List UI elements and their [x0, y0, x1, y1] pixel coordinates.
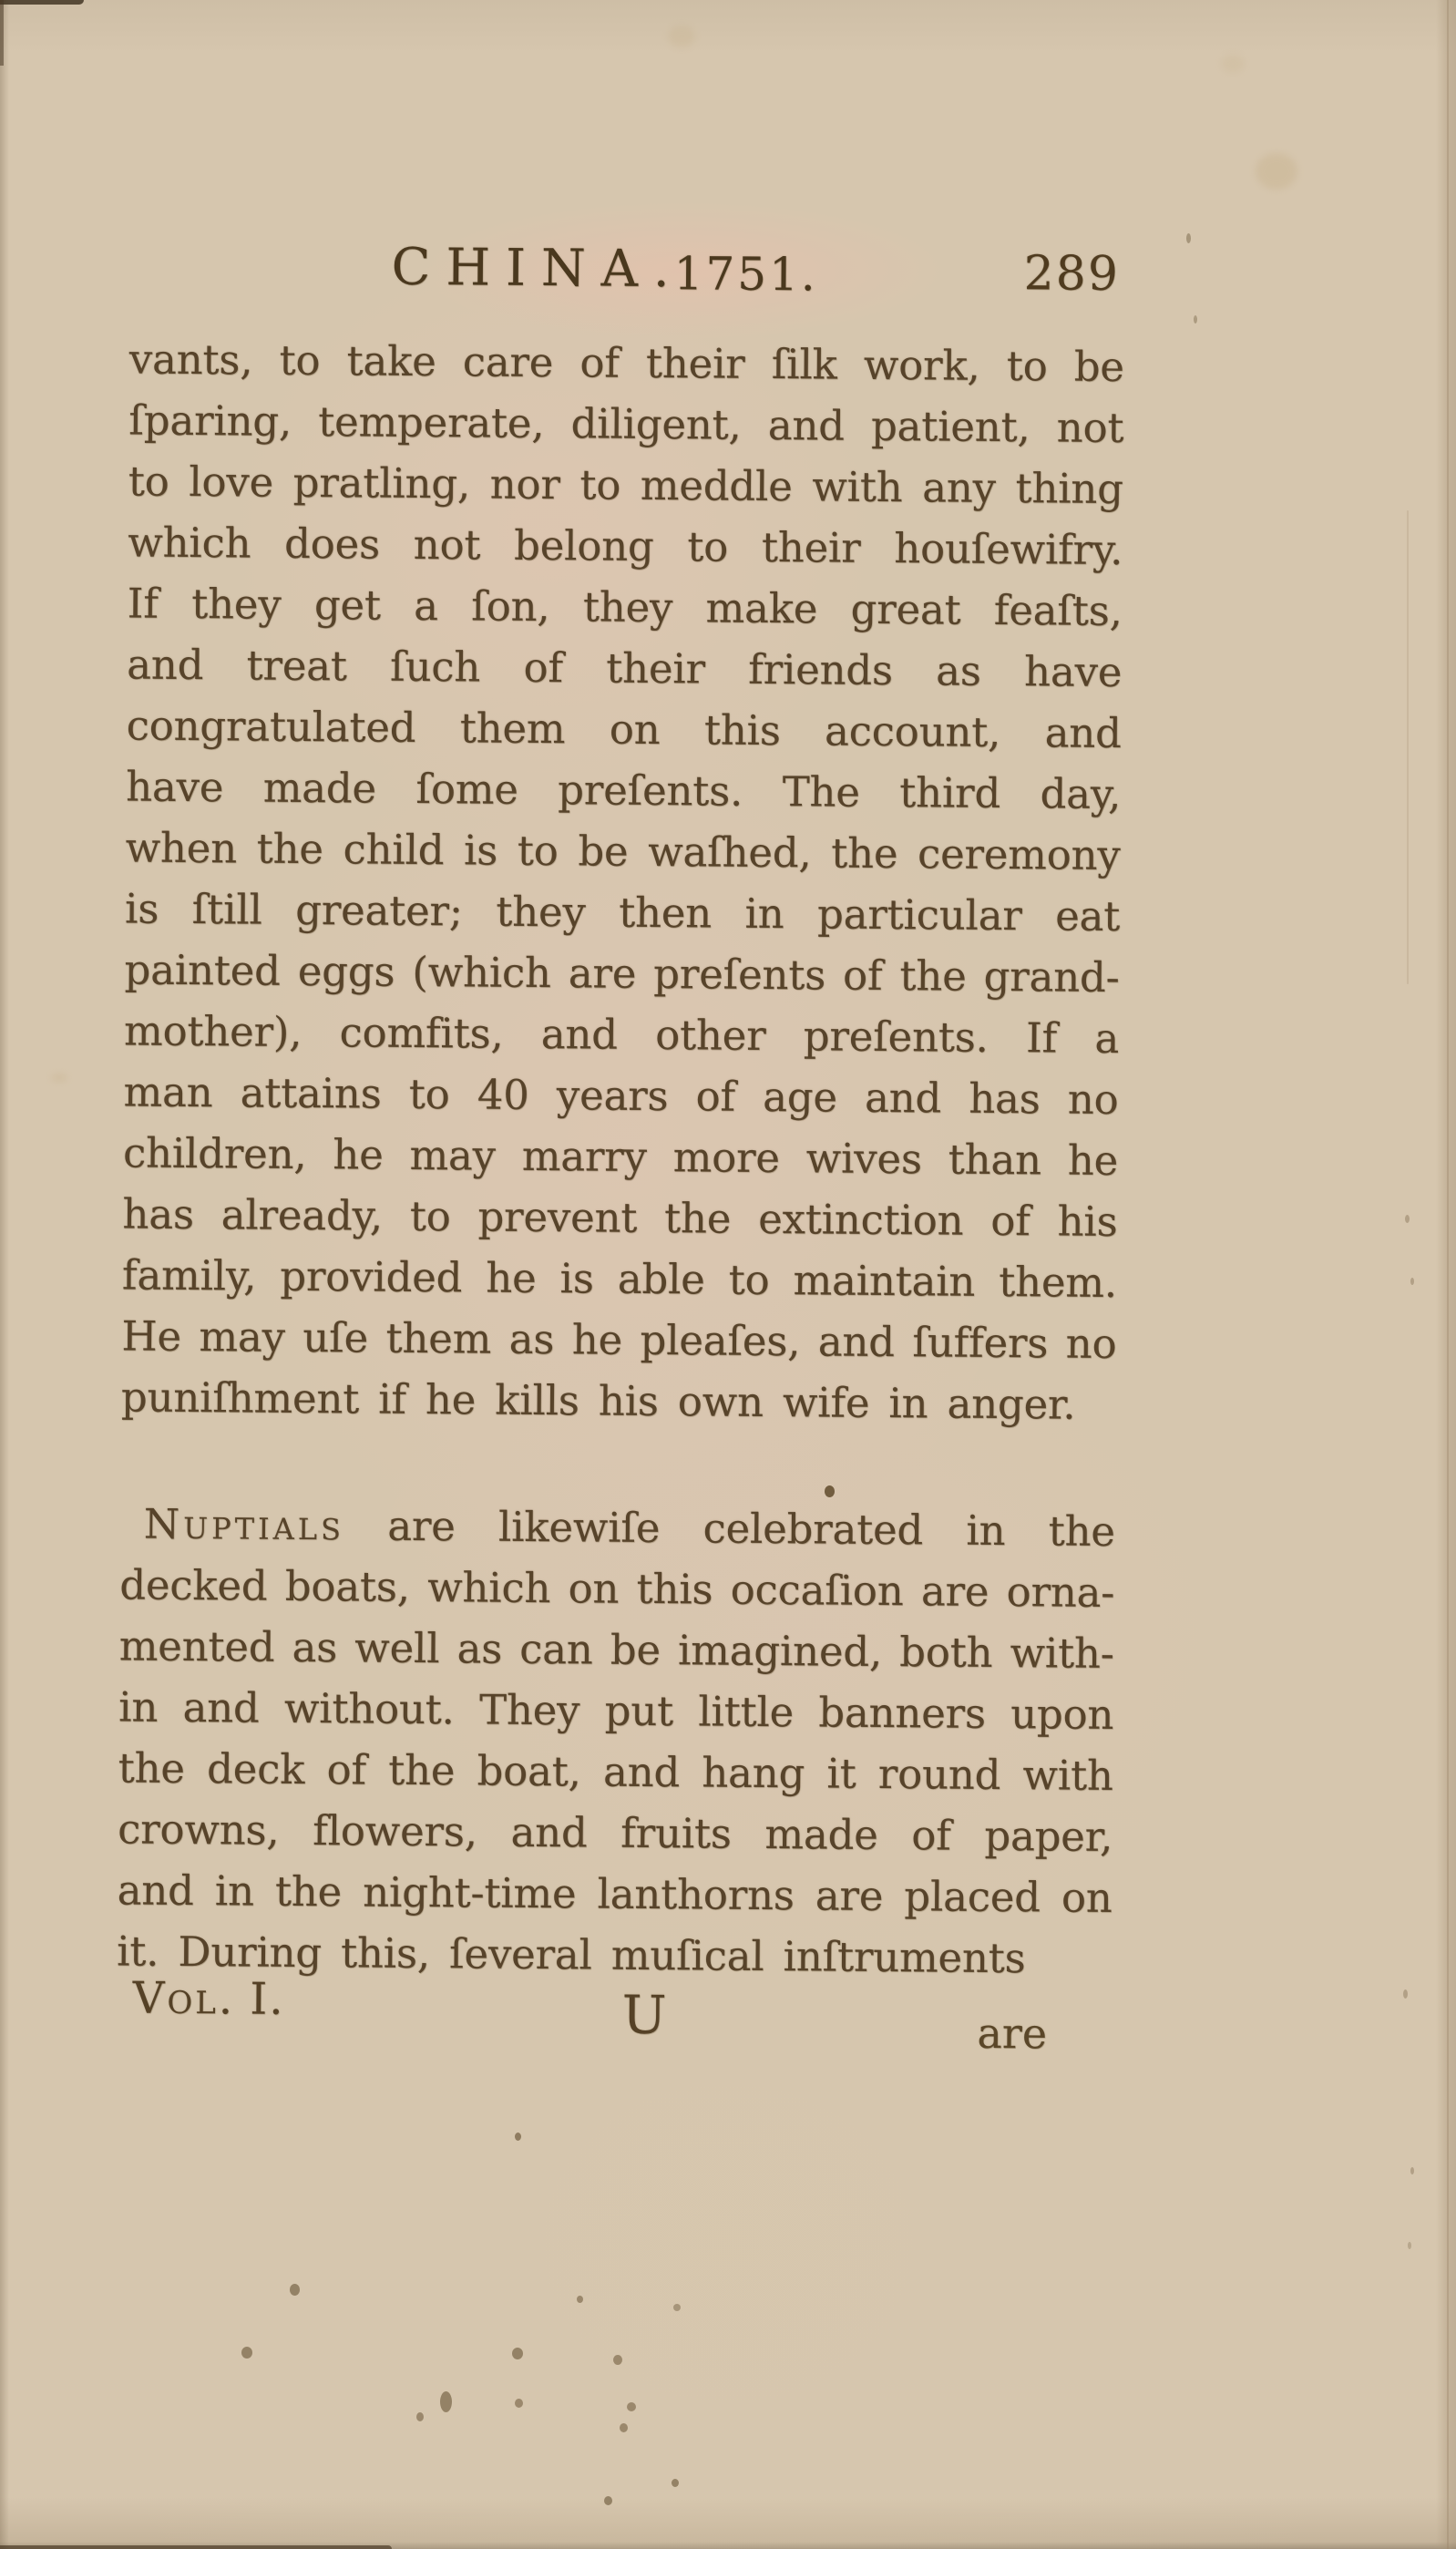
running-header-title: CHINA. [391, 237, 685, 300]
text-line: and treat ſuch of their friends as have [127, 640, 1123, 697]
volume-label: Vol. I. [132, 1972, 285, 2025]
ink-speck [673, 2304, 681, 2311]
ink-speck [577, 2296, 583, 2303]
ink-speck [672, 2479, 679, 2487]
text-line: mented as well as can be imagined, both with- [118, 1621, 1114, 1679]
text-line: ſparing, temperate, diligent, and patient, not [128, 396, 1124, 453]
text-line: vants, to take care of their ſilk work, to be [128, 334, 1125, 392]
text-line: in and without. They put little banners upon [118, 1682, 1114, 1740]
ink-speck [440, 2391, 452, 2412]
text-line: If they get a ſon, they make great feaſts, [127, 579, 1123, 636]
text-line: children, he may marry more wives than he [122, 1128, 1119, 1186]
text-line: painted eggs (which are preſents of the grand- [124, 945, 1120, 1002]
ink-speck [241, 2347, 252, 2359]
ink-speck [1194, 315, 1197, 324]
ink-speck [1410, 2167, 1414, 2174]
text-line: puniſhment if he kills his own wife in anger. [120, 1372, 1076, 1429]
running-header-year: 1751. [673, 247, 819, 302]
text-line: has already, to prevent the extinction of his [122, 1189, 1118, 1247]
text-line: and in the night-time lanthorns are placed on [117, 1865, 1113, 1923]
ink-speck [1408, 2242, 1411, 2249]
paper-stain [1256, 153, 1297, 190]
ink-speck [515, 2133, 521, 2141]
paragraph-1 [121, 328, 1124, 1435]
ink-speck [604, 2496, 612, 2505]
paper-stain [1221, 55, 1245, 73]
text-line: the deck of the boat, and hang it round with [118, 1743, 1113, 1801]
text-line: when the child is to be waſhed, the ceremony [125, 823, 1121, 880]
text-line: Nuptials are likewiſe celebrated in the [143, 1499, 1116, 1557]
text-line: which does not belong to their houſewifry. [128, 518, 1123, 575]
page-number: 289 [1023, 246, 1121, 303]
text-line: it. During this, ſeveral muſical inſtruments [116, 1927, 1026, 1983]
ink-speck [1410, 1278, 1414, 1285]
body-text-block [117, 328, 1124, 1989]
ink-speck [416, 2412, 424, 2421]
text-line: family, provided he is able to maintain them. [121, 1250, 1118, 1308]
ink-speck [620, 2423, 628, 2432]
ink-speck [825, 1485, 835, 1497]
ink-speck [1405, 1215, 1410, 1223]
paragraph-2 [117, 1493, 1115, 1989]
paper-stain [51, 1074, 67, 1082]
text-line: to love pratling, nor to meddle with any thing [128, 457, 1124, 514]
text-line: crowns, flowers, and fruits made of paper, [118, 1804, 1113, 1862]
text-line: He may uſe them as he pleaſes, and ſuffers no [121, 1311, 1117, 1369]
text-line: is ſtill greater; they then in particular eat [124, 884, 1121, 941]
ink-speck [512, 2348, 523, 2359]
text-line: have made ſome preſents. The third day, [126, 762, 1122, 819]
ink-speck [627, 2402, 636, 2411]
text-line: man attains to 40 years of age and has no [123, 1067, 1119, 1125]
paper-stain [668, 26, 695, 47]
ink-speck [1186, 233, 1191, 243]
signature-mark: U [621, 1983, 667, 2047]
ink-speck [290, 2284, 300, 2296]
text-line: decked boats, which on this occaſion are orna- [119, 1560, 1115, 1618]
text-line: mother), comfits, and other preſents. If a [123, 1006, 1120, 1064]
ink-speck [613, 2355, 622, 2365]
ink-speck [1403, 1989, 1408, 1999]
catchword: are [977, 2008, 1048, 2059]
text-line: congratulated them on this account, and [126, 701, 1122, 758]
ink-speck [515, 2399, 523, 2408]
